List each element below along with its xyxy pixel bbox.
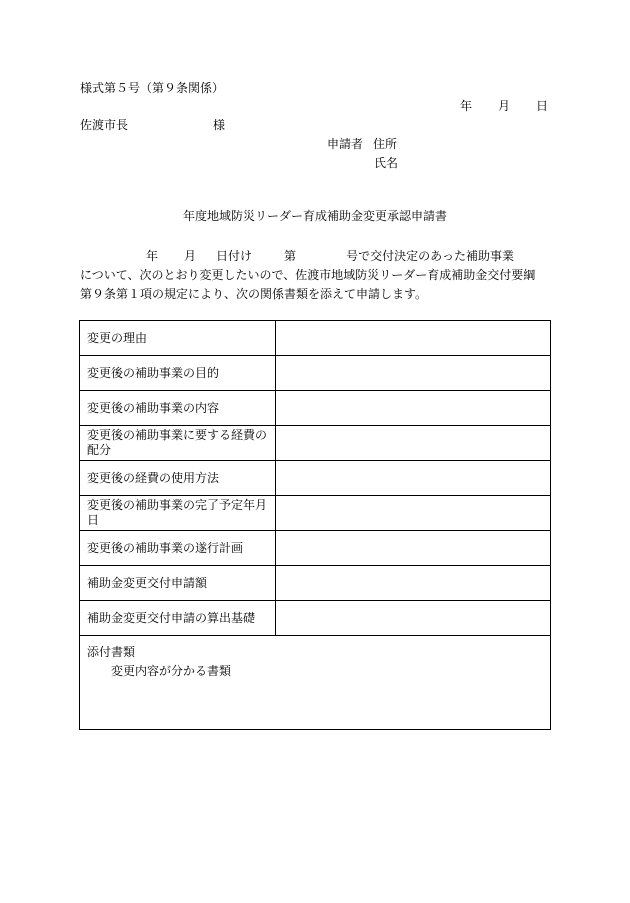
row-value-field[interactable] — [276, 496, 551, 531]
date-line — [460, 99, 548, 113]
table-row — [80, 391, 551, 426]
document-title: 年度地域防災リーダー育成補助金変更承認申請書 — [182, 209, 447, 223]
table-row — [80, 321, 551, 356]
applicant-line — [327, 137, 397, 151]
row-value-field[interactable] — [276, 356, 551, 391]
honorific: 様 — [213, 118, 226, 132]
body-line-2: について、次のとおり変更したいので、佐渡市地域防災リーダー育成補助金交付要綱 — [80, 268, 536, 282]
table-row — [80, 426, 551, 461]
addressee: 佐渡市長 — [80, 118, 129, 132]
row-label: 補助金変更交付申請の算出基礎 — [80, 601, 276, 636]
row-value-field[interactable] — [276, 391, 551, 426]
row-value-field[interactable] — [276, 531, 551, 566]
body-date-suffix: 日付け — [216, 249, 253, 263]
row-label: 変更後の補助事業に要する経費の配分 — [80, 426, 276, 461]
attachment-row — [80, 636, 551, 730]
row-value-field[interactable] — [276, 426, 551, 461]
date-year-label: 年 — [460, 99, 473, 113]
body-line-1-end: 号で交付決定のあった補助事業 — [346, 249, 514, 263]
table-row — [80, 601, 551, 636]
table-row — [80, 356, 551, 391]
row-label: 変更後の補助事業の目的 — [80, 356, 276, 391]
attachment-cell — [80, 636, 551, 730]
body-year: 年 — [146, 249, 159, 263]
row-value-field[interactable] — [276, 321, 551, 356]
addressee-line — [80, 118, 226, 132]
row-label: 補助金変更交付申請額 — [80, 566, 276, 601]
address-label: 住所 — [373, 137, 398, 151]
table-row — [80, 461, 551, 496]
applicant-label: 申請者 — [327, 137, 364, 151]
form-number: 様式第５号（第９条関係） — [80, 81, 225, 95]
row-label: 変更後の経費の使用方法 — [80, 461, 276, 496]
row-label: 変更後の補助事業の完了予定年月日 — [80, 496, 276, 531]
date-day-label: 日 — [536, 99, 549, 113]
body-number-prefix: 第 — [284, 249, 297, 263]
row-value-field[interactable] — [276, 461, 551, 496]
body-line-1 — [80, 247, 552, 266]
application-table — [79, 320, 551, 730]
body-line-3: 第９条第１項の規定により、次の関係書類を添えて申請します。 — [80, 287, 428, 301]
body-month: 月 — [184, 249, 197, 263]
row-label: 変更後の補助事業の内容 — [80, 391, 276, 426]
table-row — [80, 496, 551, 531]
row-value-field[interactable] — [276, 566, 551, 601]
row-value-field[interactable] — [276, 601, 551, 636]
attachment-label: 添付書類 — [87, 645, 136, 659]
table-row — [80, 531, 551, 566]
body-paragraph — [80, 247, 552, 304]
name-label: 氏名 — [374, 156, 399, 170]
attachment-item: 変更内容が分かる書類 — [111, 664, 232, 678]
row-label: 変更後の補助事業の遂行計画 — [80, 531, 276, 566]
table-row — [80, 566, 551, 601]
row-label: 変更の理由 — [80, 321, 276, 356]
date-month-label: 月 — [498, 99, 511, 113]
